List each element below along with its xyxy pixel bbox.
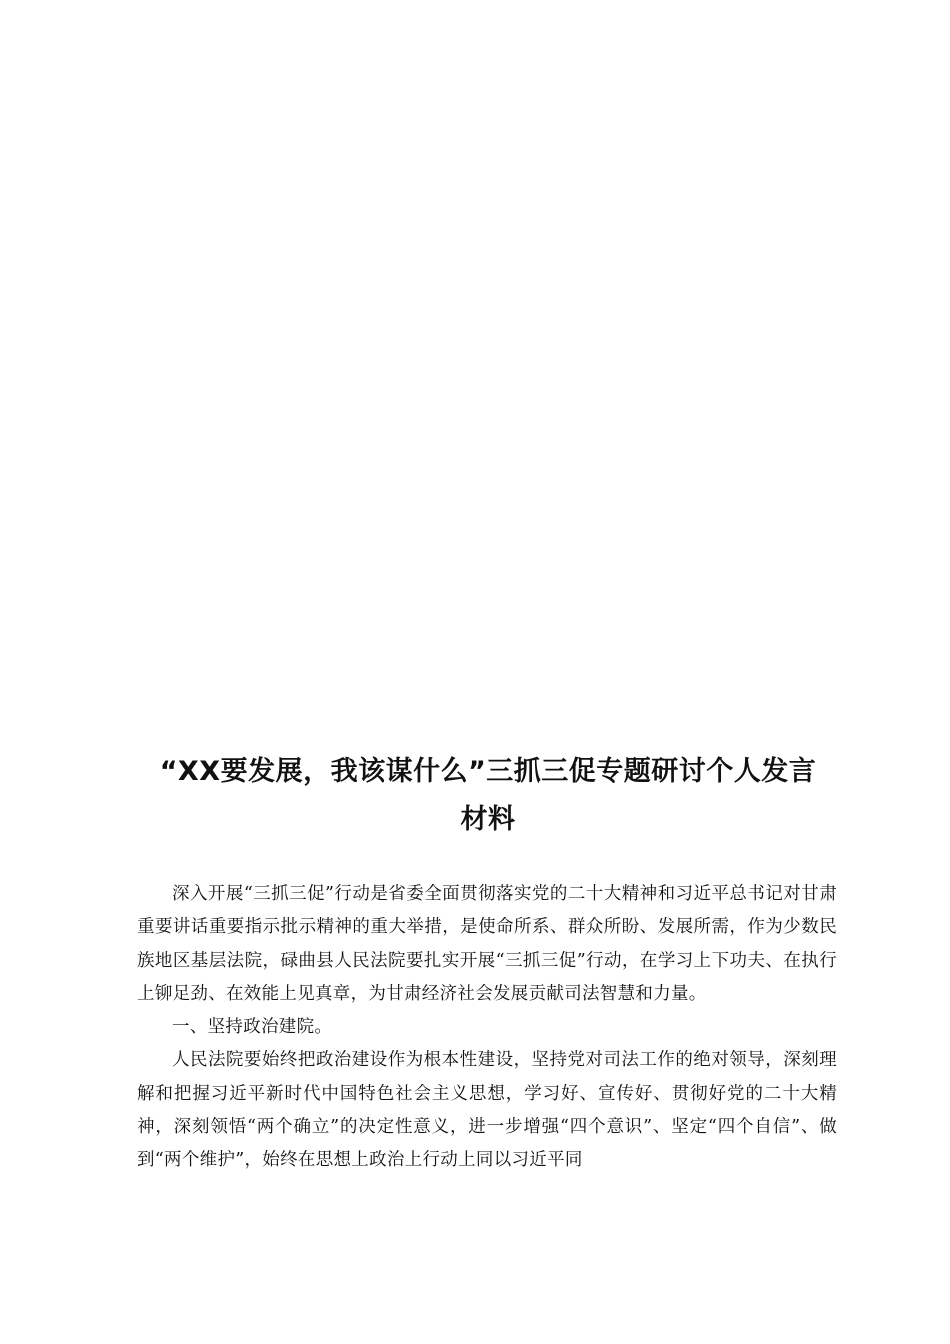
section-1-paragraph: 人民法院要始终把政治建设作为根本性建设，坚持党对司法工作的绝对领导，深刻理解和把握习近平新时代中国特色社会主义思想，学习好、宣传好、贯彻好党的二十大精神，深刻领悟“两个确立”的决定性意义，进一步增强“四个意识”、坚定“四个自信”、做到“两个维护”，始终在思想上政治上行动上同以习近平同 <box>137 1050 837 1171</box>
title-line-1: “XX要发展，我该谋什么”三抓三促专题研讨个人发言 <box>159 756 817 787</box>
section-heading-1: 一、坚持政治建院。 <box>172 1017 333 1038</box>
title-line-2: 材料 <box>460 804 516 835</box>
intro-paragraph: 深入开展“三抓三促”行动是省委全面贯彻落实党的二十大精神和习近平总书记对甘肃重要讲话重要指示批示精神的重大举措，是使命所系、群众所盼、发展所需，作为少数民族地区基层法院，碌曲县人民法院要扎实开展“三抓三促”行动，在学习上下功夫、在执行上铆足劲、在效能上见真章，为甘肃经济社会发展贡献司法智慧和力量。 <box>137 884 837 1004</box>
document-body <box>137 878 837 1178</box>
document-title <box>130 748 846 844</box>
